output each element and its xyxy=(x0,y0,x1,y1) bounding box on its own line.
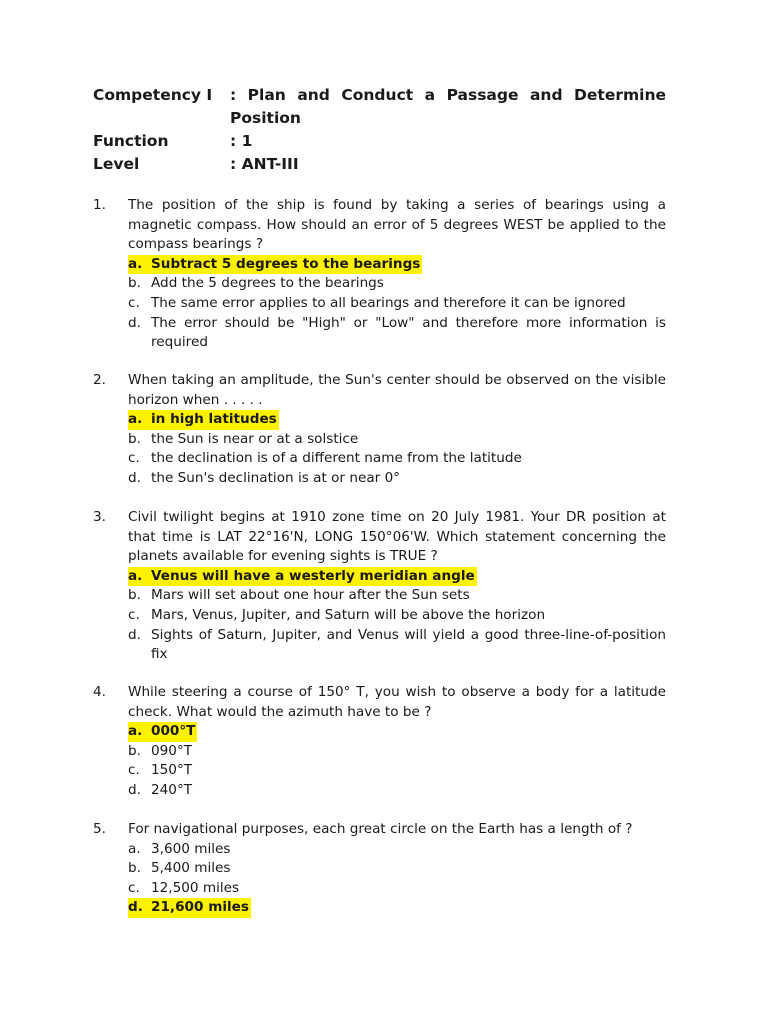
option-a xyxy=(128,410,666,430)
competency-row xyxy=(93,84,666,130)
option-letter: c. xyxy=(128,606,140,623)
option-letter: b. xyxy=(128,860,141,877)
option-d xyxy=(128,314,666,353)
option-text: The error should be "High" or "Low" and therefore more information is required xyxy=(151,314,666,351)
function-value: : 1 xyxy=(230,132,253,150)
option-text: the Sun is near or at a solstice xyxy=(151,430,359,447)
option-text: 240°T xyxy=(151,781,193,798)
option-text-correct: Subtract 5 degrees to the bearings xyxy=(151,255,421,272)
option-b xyxy=(128,742,666,762)
option-c xyxy=(128,879,666,899)
question-number: 5. xyxy=(93,821,106,837)
option-text: 12,500 miles xyxy=(151,879,240,896)
option-text-correct: Venus will have a westerly meridian angle xyxy=(151,567,475,584)
option-letter: a. xyxy=(128,840,141,857)
option-letter: b. xyxy=(128,587,141,604)
option-text: Mars, Venus, Jupiter, and Saturn will be above the horizon xyxy=(151,606,546,623)
option-letter: d. xyxy=(128,899,143,916)
function-label: Function xyxy=(93,132,169,150)
option-letter: b. xyxy=(128,275,141,292)
question-text: When taking an amplitude, the Sun's center should be observed on the visible horizon when . . . . . xyxy=(128,372,666,408)
question-text: The position of the ship is found by taking a series of bearings using a magnetic compass. How should an error of 5 degrees WEST be applied to the compass bearings ? xyxy=(128,197,666,253)
option-letter: c. xyxy=(128,762,140,779)
option-letter: c. xyxy=(128,879,140,896)
level-row xyxy=(93,153,666,176)
question-1 xyxy=(93,196,666,353)
option-a xyxy=(128,255,666,275)
option-list xyxy=(128,840,666,918)
option-d xyxy=(128,781,666,801)
option-text: Mars will set about one hour after the Sun sets xyxy=(151,587,470,604)
option-c xyxy=(128,761,666,781)
option-letter: a. xyxy=(128,567,143,584)
option-a xyxy=(128,840,666,860)
level-label: Level xyxy=(93,155,140,173)
question-number: 3. xyxy=(93,509,106,525)
option-a xyxy=(128,567,666,587)
option-letter: c. xyxy=(128,294,140,311)
option-text: 090°T xyxy=(151,742,193,759)
option-d xyxy=(128,469,666,489)
option-list xyxy=(128,255,666,353)
option-d xyxy=(128,626,666,665)
option-letter: a. xyxy=(128,255,143,272)
option-text: 3,600 miles xyxy=(151,840,231,857)
option-letter: d. xyxy=(128,781,141,798)
question-number: 2. xyxy=(93,372,106,388)
option-c xyxy=(128,606,666,626)
question-number: 1. xyxy=(93,197,106,213)
option-a xyxy=(128,722,666,742)
option-text-correct: 21,600 miles xyxy=(151,899,249,916)
option-letter: a. xyxy=(128,723,143,740)
option-letter: c. xyxy=(128,450,140,467)
question-text: For navigational purposes, each great circle on the Earth has a length of ? xyxy=(128,821,633,837)
question-text: Civil twilight begins at 1910 zone time on 20 July 1981. Your DR position at that time is LAT 22°16'N, LONG 150°06'W. Which statement concerning the planets available for evening sights is TRUE ? xyxy=(128,509,666,565)
question-4 xyxy=(93,683,666,801)
option-b xyxy=(128,274,666,294)
option-text: The same error applies to all bearings and therefore it can be ignored xyxy=(151,294,626,311)
option-text-correct: 000°T xyxy=(151,723,196,740)
option-letter: a. xyxy=(128,411,143,428)
question-3 xyxy=(93,508,666,665)
option-text: the Sun's declination is at or near 0° xyxy=(151,469,401,486)
option-letter: b. xyxy=(128,742,141,759)
option-list xyxy=(128,722,666,800)
competency-value: : Plan and Conduct a Passage and Determine Position xyxy=(230,86,666,127)
question-number: 4. xyxy=(93,684,106,700)
option-text: 150°T xyxy=(151,762,193,779)
option-c xyxy=(128,449,666,469)
option-b xyxy=(128,859,666,879)
question-2 xyxy=(93,371,666,489)
option-text: Sights of Saturn, Jupiter, and Venus will yield a good three-line-of-position fix xyxy=(151,626,666,663)
level-value: : ANT-III xyxy=(230,155,299,173)
document-header xyxy=(93,84,666,176)
option-list xyxy=(128,410,666,488)
option-text-correct: in high latitudes xyxy=(151,411,277,428)
option-b xyxy=(128,430,666,450)
option-text: Add the 5 degrees to the bearings xyxy=(151,275,384,292)
option-letter: d. xyxy=(128,626,141,643)
function-row xyxy=(93,130,666,153)
option-list xyxy=(128,567,666,665)
option-text: the declination is of a different name from the latitude xyxy=(151,450,522,467)
option-letter: d. xyxy=(128,469,141,486)
competency-label: Competency I xyxy=(93,86,213,104)
question-text: While steering a course of 150° T, you wish to observe a body for a latitude check. What would the azimuth have to be ? xyxy=(128,684,666,720)
option-c xyxy=(128,294,666,314)
option-b xyxy=(128,586,666,606)
question-5 xyxy=(93,820,666,918)
option-letter: d. xyxy=(128,314,141,331)
option-d xyxy=(128,898,666,918)
option-text: 5,400 miles xyxy=(151,860,231,877)
option-letter: b. xyxy=(128,430,141,447)
